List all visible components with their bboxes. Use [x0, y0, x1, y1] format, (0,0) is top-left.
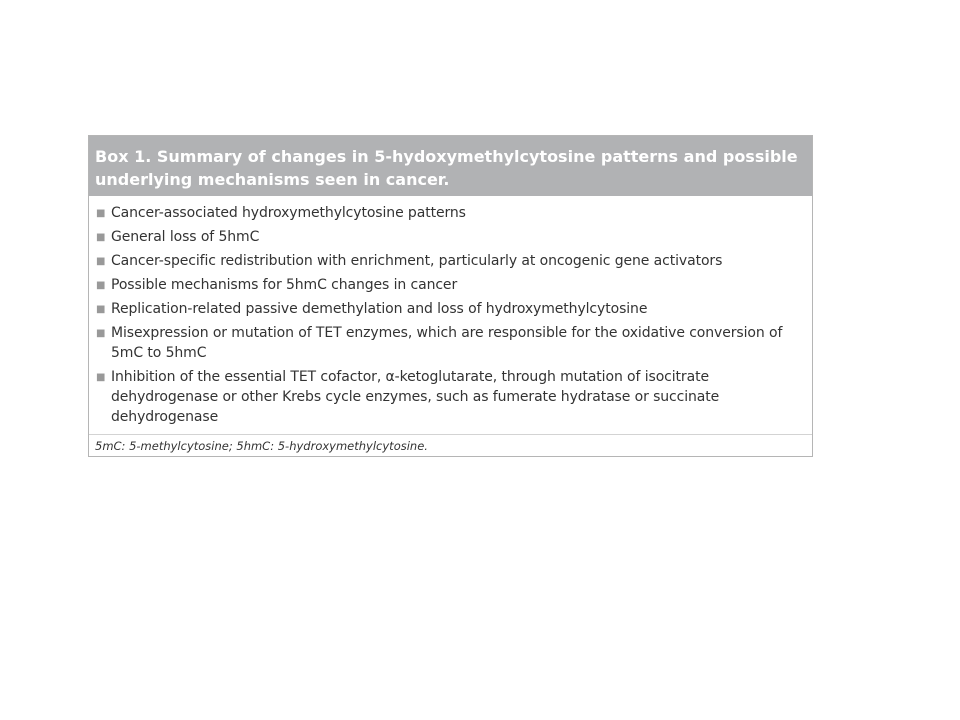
- list-item: [95, 323, 806, 363]
- list-item: [95, 203, 806, 223]
- list-item: [95, 251, 806, 271]
- list-item: [95, 275, 806, 295]
- square-bullet-icon: ■: [96, 256, 106, 267]
- summary-list: [89, 196, 812, 434]
- box-footnote: 5mC: 5-methylcytosine; 5hmC: 5-hydroxymethylcytosine.: [89, 434, 812, 456]
- square-bullet-icon: ■: [96, 208, 106, 219]
- box-title: Box 1. Summary of changes in 5-hydoxymethylcytosine patterns and possible underlying mechanisms seen in cancer.: [89, 136, 812, 196]
- list-item: [95, 299, 806, 319]
- square-bullet-icon: ■: [96, 280, 106, 291]
- square-bullet-icon: ■: [96, 372, 106, 383]
- square-bullet-icon: ■: [96, 328, 106, 339]
- summary-box: [88, 135, 813, 457]
- list-item-text: Cancer-associated hydroxymethylcytosine patterns: [111, 205, 466, 221]
- list-item-text: Replication-related passive demethylation and loss of hydroxymethylcytosine: [111, 301, 648, 317]
- list-item-text: Possible mechanisms for 5hmC changes in cancer: [111, 277, 458, 293]
- square-bullet-icon: ■: [96, 232, 106, 243]
- list-item-text: Cancer-specific redistribution with enrichment, particularly at oncogenic gene activators: [111, 253, 723, 269]
- square-bullet-icon: ■: [96, 304, 106, 315]
- list-item-text: General loss of 5hmC: [111, 229, 260, 245]
- list-item: [95, 367, 806, 427]
- list-item-text: Misexpression or mutation of TET enzymes, which are responsible for the oxidative conversion of 5mC to 5hmC: [111, 325, 783, 361]
- list-item-text: Inhibition of the essential TET cofactor, α-ketoglutarate, through mutation of isocitrate dehydrogenase or other Krebs cycle enzymes, such as fumerate hydratase or succinate dehydrogenase: [111, 369, 720, 425]
- list-item: [95, 227, 806, 247]
